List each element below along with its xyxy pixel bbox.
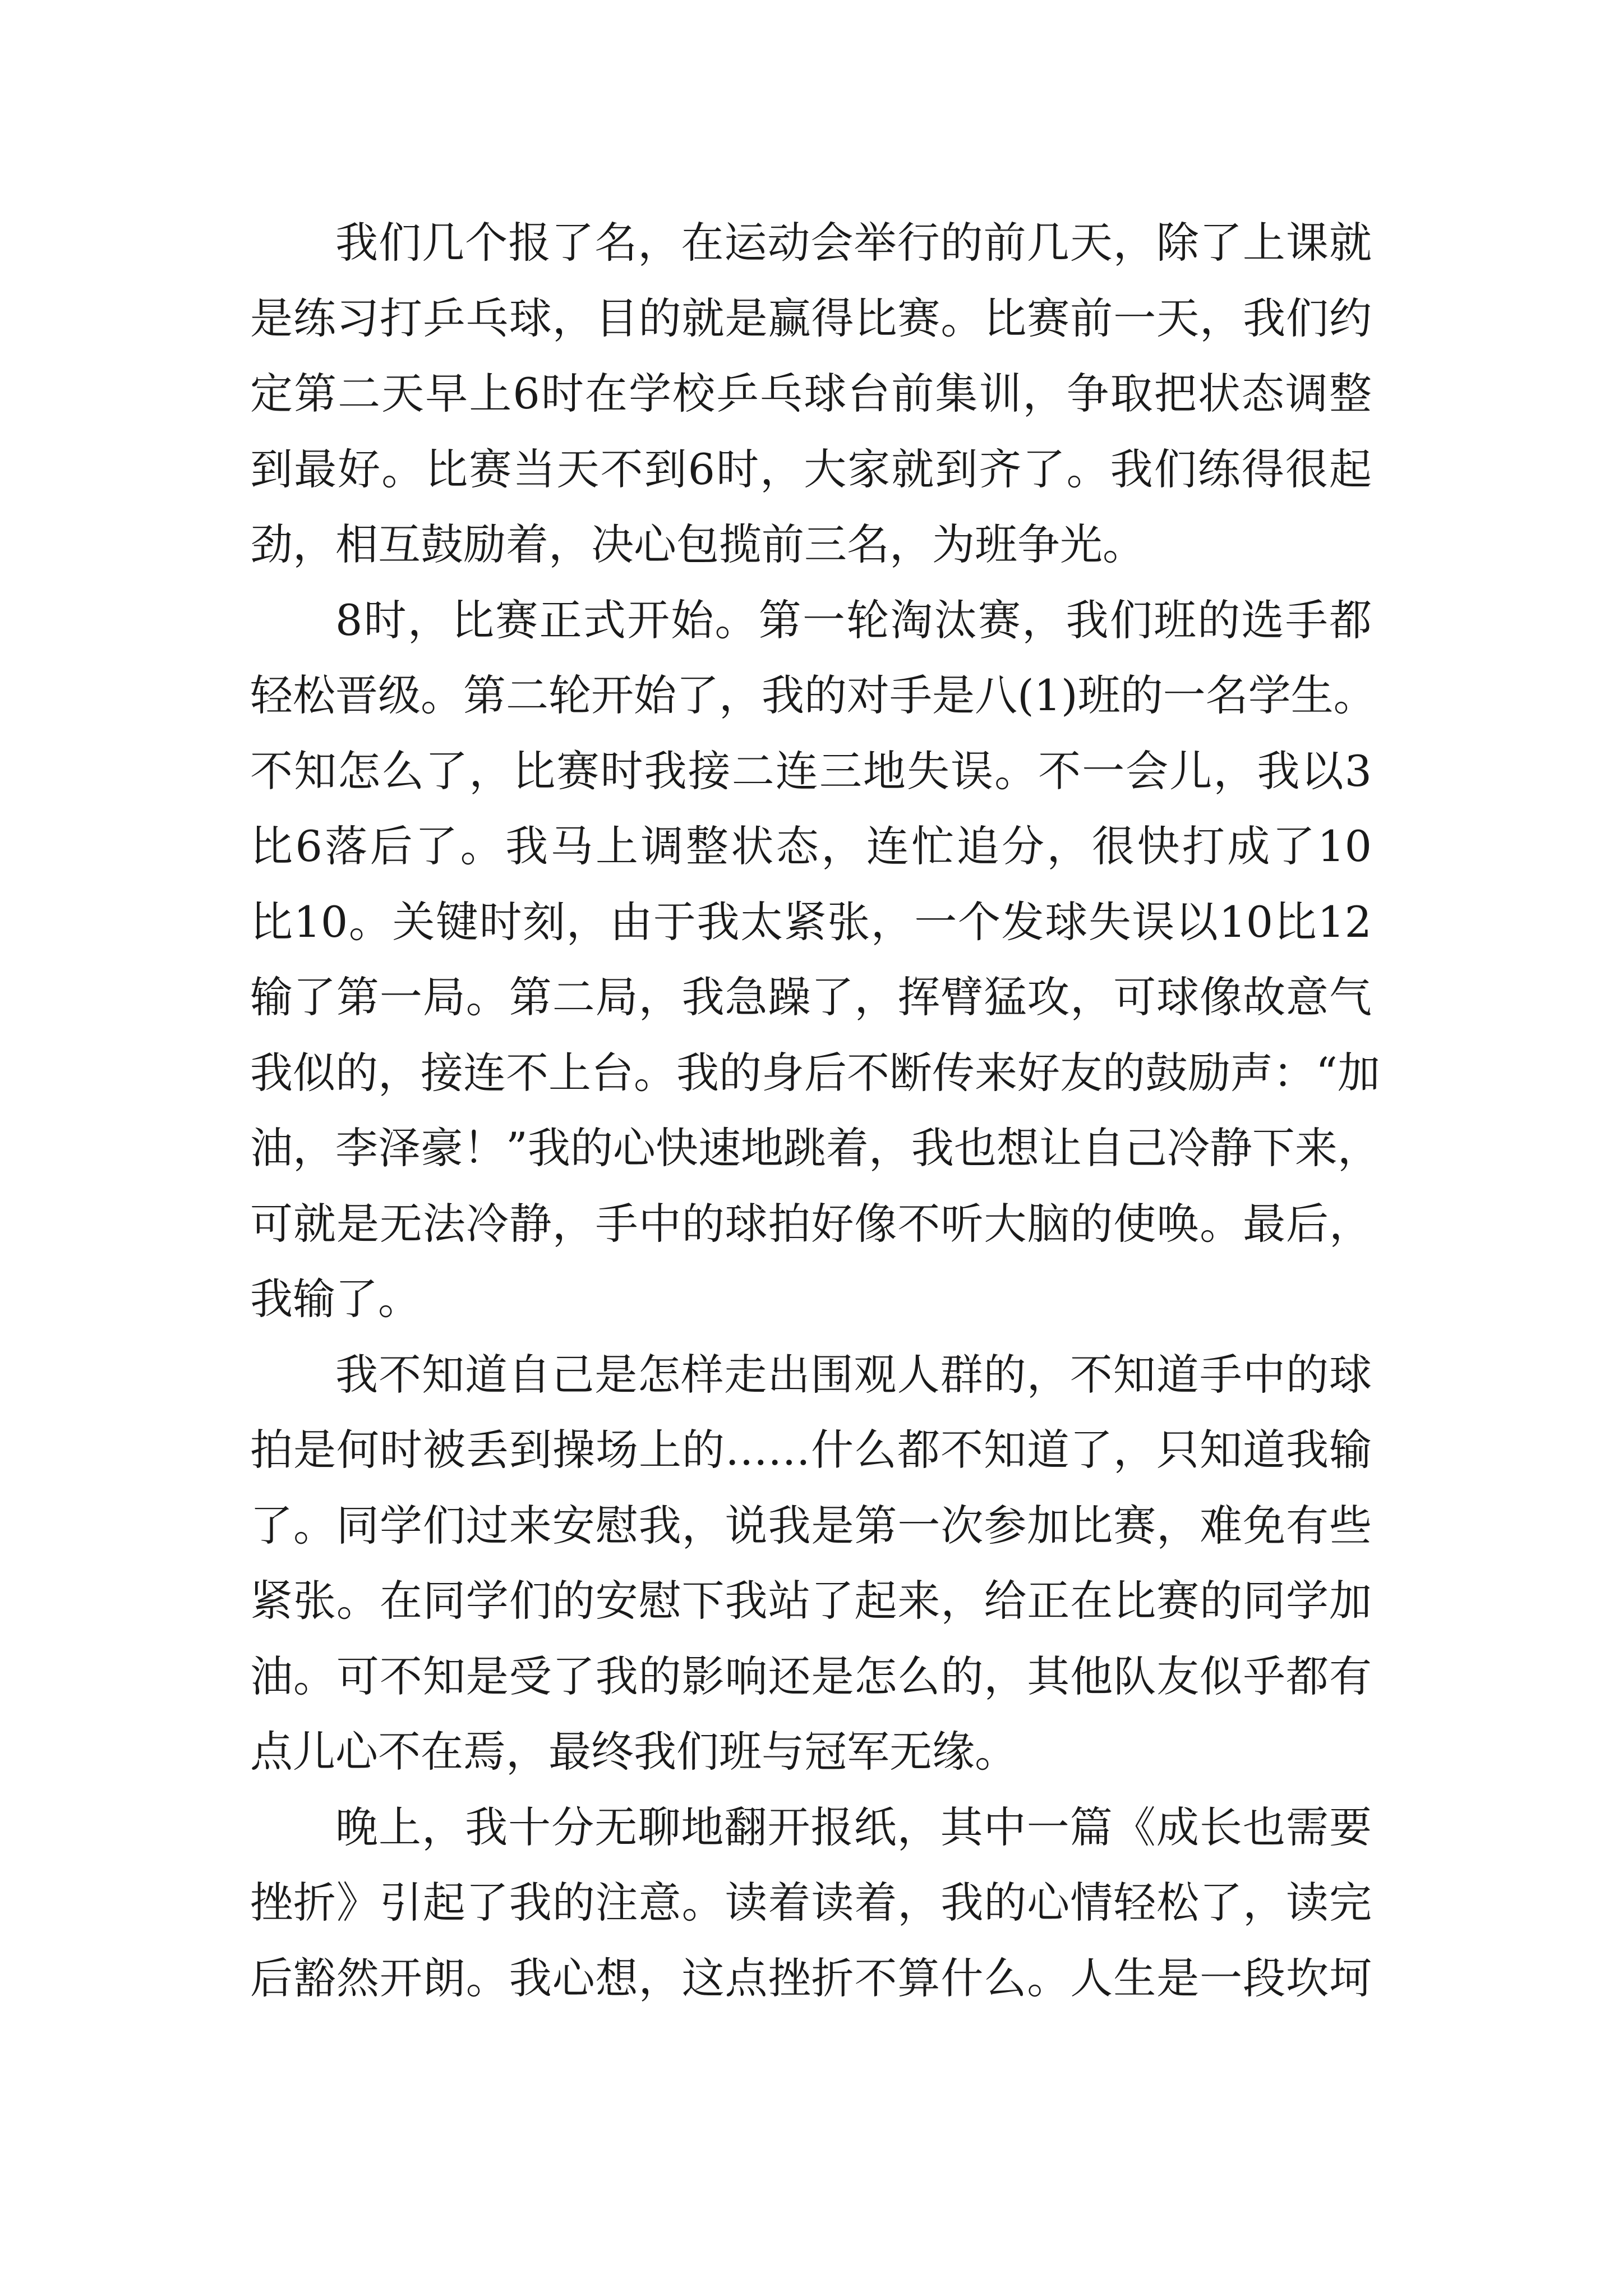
text-line: 到最好。比赛当天不到6时，大家就到齐了。我们练得很起 (250, 444, 1372, 494)
text-line: 定第二天早上6时在学校乒乓球台前集训，争取把状态调整 (250, 369, 1372, 418)
text-line: 我们几个报了名，在运动会举行的前几天，除了上课就 (335, 218, 1372, 268)
text-line: 是练习打乒乓球，目的就是赢得比赛。比赛前一天，我们约 (250, 293, 1372, 343)
text-line: 晚上，我十分无聊地翻开报纸，其中一篇《成长也需要 (335, 1802, 1372, 1852)
text-line: 比10。关键时刻，由于我太紧张，一个发球失误以10比12 (250, 896, 1372, 947)
text-line: 了。同学们过来安慰我，说我是第一次参加比赛，难免有些 (250, 1500, 1372, 1550)
text-line: 8时，比赛正式开始。第一轮淘汰赛，我们班的选手都 (335, 595, 1372, 645)
text-line: 挫折》引起了我的注意。读着读着，我的心情轻松了，读完 (250, 1878, 1372, 1927)
text-line: 油。可不知是受了我的影响还是怎么的，其他队友似乎都有 (250, 1651, 1372, 1701)
text-line: 输了第一局。第二局，我急躁了，挥臂猛攻，可球像故意气 (250, 972, 1372, 1022)
text-line: 不知怎么了，比赛时我接二连三地失误。不一会儿，我以3 (250, 746, 1372, 796)
text-line: 拍是何时被丢到操场上的……什么都不知道了，只知道我输 (250, 1425, 1372, 1475)
document-body (250, 205, 1380, 2016)
text-line: 我似的，接连不上台。我的身后不断传来好友的鼓励声：“加 (250, 1047, 1380, 1098)
text-line: 油，李泽豪！”我的心快速地跳着，我也想让自己冷静下来， (250, 1123, 1380, 1173)
text-line: 我输了。 (250, 1274, 421, 1324)
text-line: 紧张。在同学们的安慰下我站了起来，给正在比赛的同学加 (250, 1576, 1372, 1626)
text-line: 轻松晋级。第二轮开始了，我的对手是八(1)班的一名学生。 (250, 670, 1376, 720)
text-line: 可就是无法冷静，手中的球拍好像不听大脑的使唤。最后， (250, 1198, 1372, 1249)
text-line: 我不知道自己是怎样走出围观人群的，不知道手中的球 (335, 1349, 1372, 1400)
text-line: 后豁然开朗。我心想，这点挫折不算什么。人生是一段坎坷 (250, 1953, 1372, 2003)
text-line: 劲，相互鼓励着，决心包揽前三名，为班争光。 (250, 519, 1145, 569)
text-line: 比6落后了。我马上调整状态，连忙追分，很快打成了10 (250, 821, 1372, 871)
text-line: 点儿心不在焉，最终我们班与冠军无缘。 (250, 1727, 1017, 1777)
